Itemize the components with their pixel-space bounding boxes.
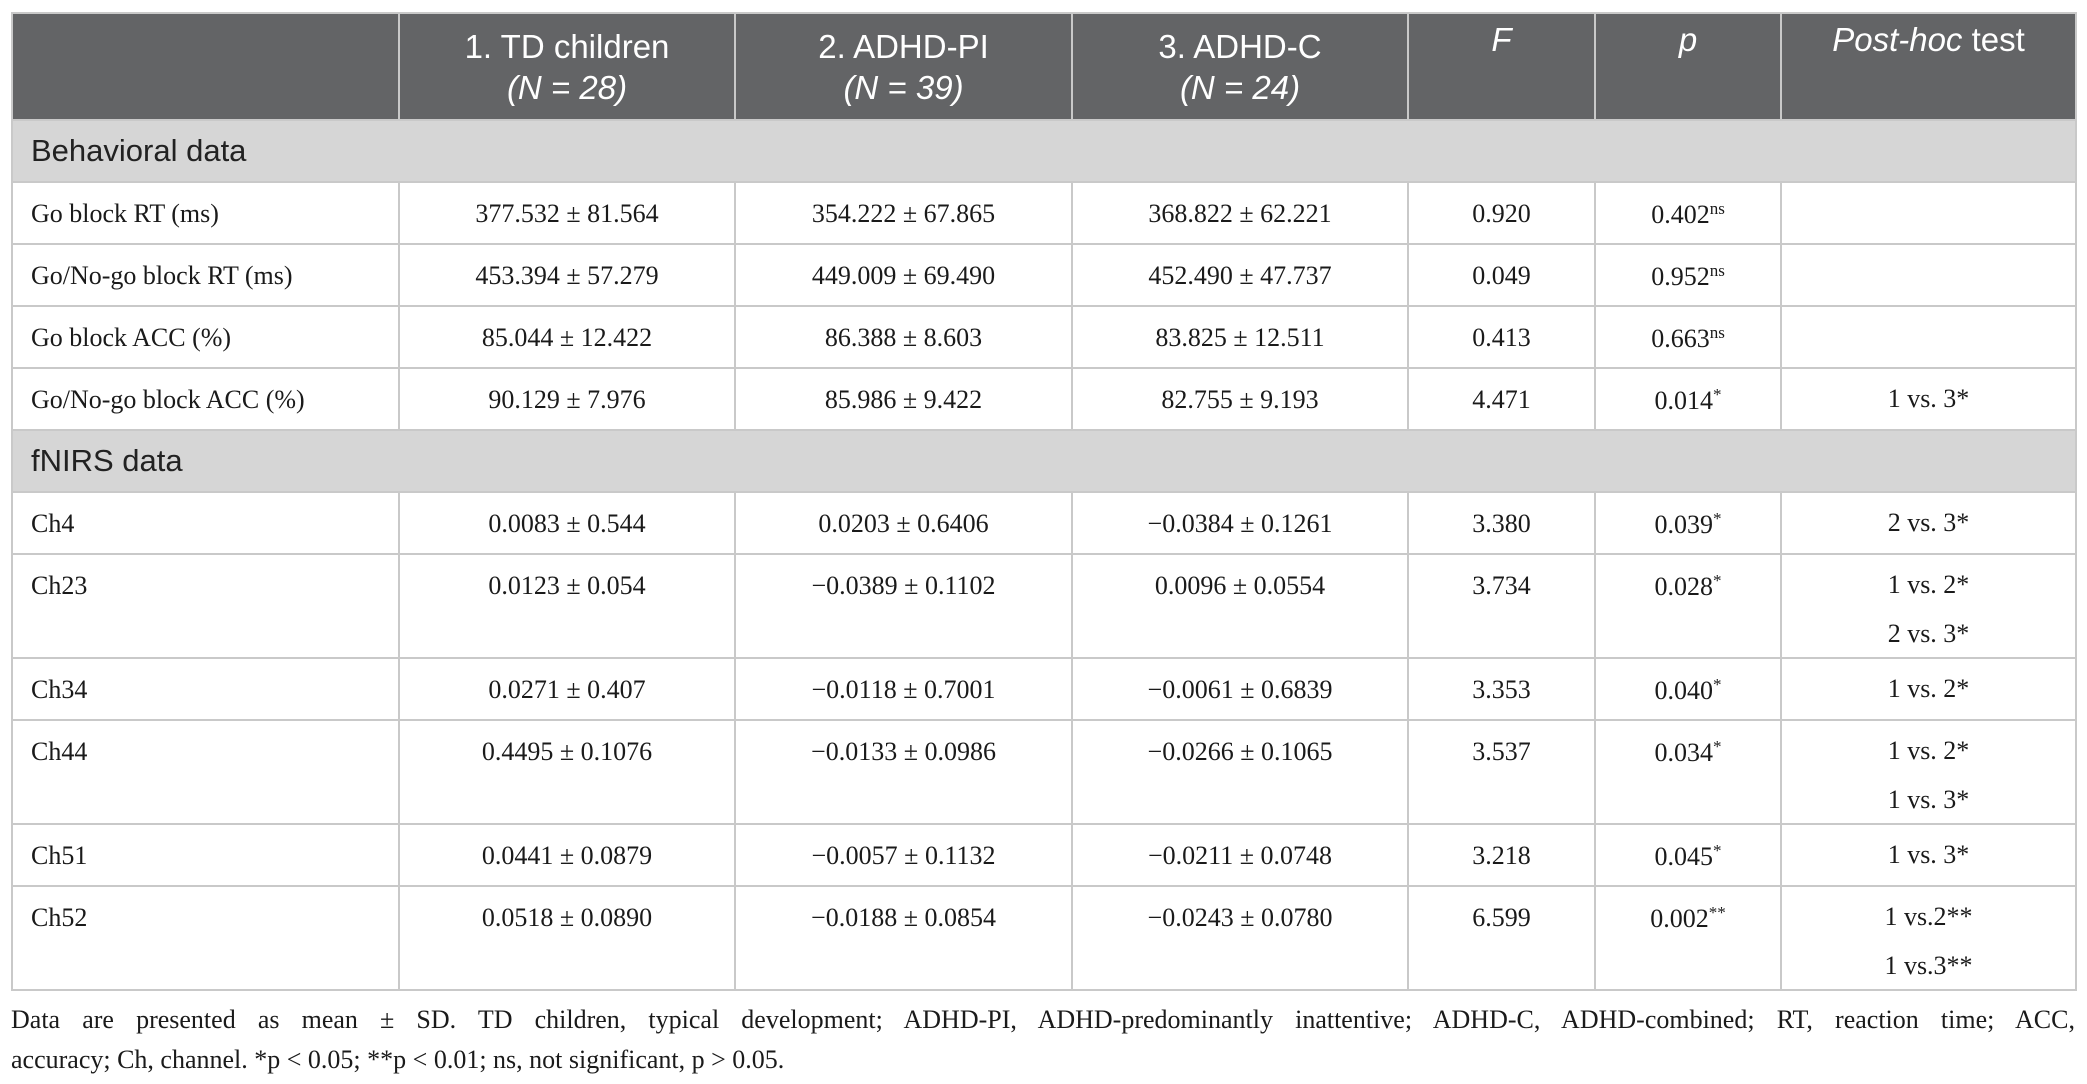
post-hoc-result: 1 vs.3** (1884, 951, 1973, 980)
p-value-cell (1595, 720, 1781, 824)
p-value-cell (1595, 824, 1781, 886)
p-value: 0.002 (1650, 904, 1709, 933)
adhd-c-value: 83.825 ± 12.511 (1072, 306, 1408, 368)
td-children-value: 0.0083 ± 0.544 (399, 492, 735, 554)
header-adhd-pi: 2. ADHD-PI (N = 39) (735, 13, 1072, 120)
p-significance-mark: ns (1709, 323, 1725, 342)
p-value: 0.663 (1651, 324, 1710, 353)
adhd-pi-value: 85.986 ± 9.422 (735, 368, 1072, 430)
table-row (12, 886, 2076, 990)
adhd-pi-value: −0.0057 ± 0.1132 (735, 824, 1072, 886)
adhd-c-value: −0.0266 ± 0.1065 (1072, 720, 1408, 824)
post-hoc-result: 1 vs. 3* (1887, 840, 1970, 869)
row-label: Go/No-go block ACC (%) (12, 368, 399, 430)
table-row (12, 306, 2076, 368)
table-row (12, 492, 2076, 554)
row-label: Go block ACC (%) (12, 306, 399, 368)
footnote-line-2: accuracy; Ch, channel. *p < 0.05; **p < 0.01; ns, not significant, p > 0.05. (11, 1045, 785, 1074)
post-hoc-result: 1 vs. 2* (1887, 570, 1970, 599)
table-row (12, 244, 2076, 306)
adhd-pi-value: 0.0203 ± 0.6406 (735, 492, 1072, 554)
p-value-cell (1595, 886, 1781, 990)
f-value: 4.471 (1408, 368, 1595, 430)
p-value: 0.040 (1654, 676, 1713, 705)
table-row (12, 368, 2076, 430)
header-td-children: 1. TD children (N = 28) (399, 13, 735, 120)
adhd-c-value: 0.0096 ± 0.0554 (1072, 554, 1408, 658)
adhd-c-value: −0.0211 ± 0.0748 (1072, 824, 1408, 886)
header-adhd-c: 3. ADHD-C (N = 24) (1072, 13, 1408, 120)
td-children-value: 0.0518 ± 0.0890 (399, 886, 735, 990)
td-children-value: 0.0123 ± 0.054 (399, 554, 735, 658)
adhd-c-value: 452.490 ± 47.737 (1072, 244, 1408, 306)
p-significance-mark: ns (1709, 261, 1725, 280)
td-children-value: 85.044 ± 12.422 (399, 306, 735, 368)
post-hoc-cell (1781, 824, 2076, 886)
post-hoc-result: 1 vs. 2* (1887, 674, 1970, 703)
p-value-cell (1595, 492, 1781, 554)
post-hoc-cell (1781, 306, 2076, 368)
table-row (12, 658, 2076, 720)
table-row (12, 182, 2076, 244)
table-row (12, 824, 2076, 886)
post-hoc-cell (1781, 720, 2076, 824)
header-empty-cell (12, 13, 399, 120)
post-hoc-result: 1 vs. 2* (1887, 736, 1970, 765)
p-significance-mark: ns (1709, 199, 1725, 218)
row-label: Ch44 (12, 720, 399, 824)
f-value: 0.413 (1408, 306, 1595, 368)
table-row (12, 720, 2076, 824)
f-value: 6.599 (1408, 886, 1595, 990)
p-significance-mark: * (1713, 385, 1722, 404)
p-value-cell (1595, 368, 1781, 430)
post-hoc-cell (1781, 182, 2076, 244)
p-value: 0.039 (1654, 510, 1713, 539)
post-hoc-cell (1781, 244, 2076, 306)
section-header-row (12, 430, 2076, 492)
results-table (11, 12, 2077, 991)
p-significance-mark: * (1713, 841, 1722, 860)
row-label: Ch4 (12, 492, 399, 554)
f-value: 0.920 (1408, 182, 1595, 244)
td-children-value: 0.0441 ± 0.0879 (399, 824, 735, 886)
adhd-pi-value: −0.0118 ± 0.7001 (735, 658, 1072, 720)
adhd-c-value: −0.0061 ± 0.6839 (1072, 658, 1408, 720)
p-value-cell (1595, 306, 1781, 368)
post-hoc-result: 2 vs. 3* (1887, 508, 1970, 537)
td-children-value: 377.532 ± 81.564 (399, 182, 735, 244)
f-value: 0.049 (1408, 244, 1595, 306)
row-label: Ch34 (12, 658, 399, 720)
header-post-hoc: Post-hoc test (1781, 13, 2076, 120)
p-significance-mark: * (1713, 737, 1722, 756)
td-children-value: 453.394 ± 57.279 (399, 244, 735, 306)
adhd-pi-value: 354.222 ± 67.865 (735, 182, 1072, 244)
p-value-cell (1595, 658, 1781, 720)
post-hoc-result: 1 vs. 3* (1887, 384, 1970, 413)
adhd-c-value: 82.755 ± 9.193 (1072, 368, 1408, 430)
p-significance-mark: * (1713, 509, 1722, 528)
post-hoc-cell (1781, 492, 2076, 554)
p-value-cell (1595, 244, 1781, 306)
f-value: 3.218 (1408, 824, 1595, 886)
table-body (12, 120, 2076, 990)
row-label: Go block RT (ms) (12, 182, 399, 244)
footnote-line-1: Data are presented as mean ± SD. TD children, typical development; ADHD-PI, ADHD-predominantly inattentive; ADHD-C, ADHD-combined; RT, reaction time; ACC, (11, 1005, 2075, 1034)
td-children-value: 90.129 ± 7.976 (399, 368, 735, 430)
p-significance-mark: ** (1708, 903, 1726, 922)
td-children-value: 0.4495 ± 0.1076 (399, 720, 735, 824)
f-value: 3.353 (1408, 658, 1595, 720)
table-row (12, 554, 2076, 658)
header-f: F (1408, 13, 1595, 120)
p-value: 0.045 (1654, 842, 1713, 871)
adhd-pi-value: 86.388 ± 8.603 (735, 306, 1072, 368)
row-label: Ch52 (12, 886, 399, 990)
adhd-pi-value: 449.009 ± 69.490 (735, 244, 1072, 306)
p-value-cell (1595, 554, 1781, 658)
f-value: 3.380 (1408, 492, 1595, 554)
adhd-pi-value: −0.0188 ± 0.0854 (735, 886, 1072, 990)
post-hoc-cell (1781, 658, 2076, 720)
p-value: 0.402 (1651, 200, 1710, 229)
row-label: Ch51 (12, 824, 399, 886)
post-hoc-cell (1781, 886, 2076, 990)
p-value: 0.028 (1654, 572, 1713, 601)
adhd-c-value: −0.0384 ± 0.1261 (1072, 492, 1408, 554)
post-hoc-result: 1 vs.2** (1884, 902, 1973, 931)
adhd-c-value: 368.822 ± 62.221 (1072, 182, 1408, 244)
p-significance-mark: * (1713, 675, 1722, 694)
adhd-pi-value: −0.0133 ± 0.0986 (735, 720, 1072, 824)
f-value: 3.734 (1408, 554, 1595, 658)
p-significance-mark: * (1713, 571, 1722, 590)
table-footnote (11, 1000, 2075, 1080)
header-row (12, 13, 2076, 120)
td-children-value: 0.0271 ± 0.407 (399, 658, 735, 720)
section-header-row (12, 120, 2076, 182)
p-value: 0.014 (1654, 386, 1713, 415)
header-p: p (1595, 13, 1781, 120)
adhd-c-value: −0.0243 ± 0.0780 (1072, 886, 1408, 990)
post-hoc-cell (1781, 554, 2076, 658)
section-title: fNIRS data (12, 430, 2076, 492)
row-label: Go/No-go block RT (ms) (12, 244, 399, 306)
adhd-pi-value: −0.0389 ± 0.1102 (735, 554, 1072, 658)
p-value-cell (1595, 182, 1781, 244)
post-hoc-result: 2 vs. 3* (1887, 619, 1970, 648)
p-value: 0.034 (1654, 738, 1713, 767)
row-label: Ch23 (12, 554, 399, 658)
p-value: 0.952 (1651, 262, 1710, 291)
section-title: Behavioral data (12, 120, 2076, 182)
post-hoc-cell (1781, 368, 2076, 430)
f-value: 3.537 (1408, 720, 1595, 824)
post-hoc-result: 1 vs. 3* (1887, 785, 1970, 814)
